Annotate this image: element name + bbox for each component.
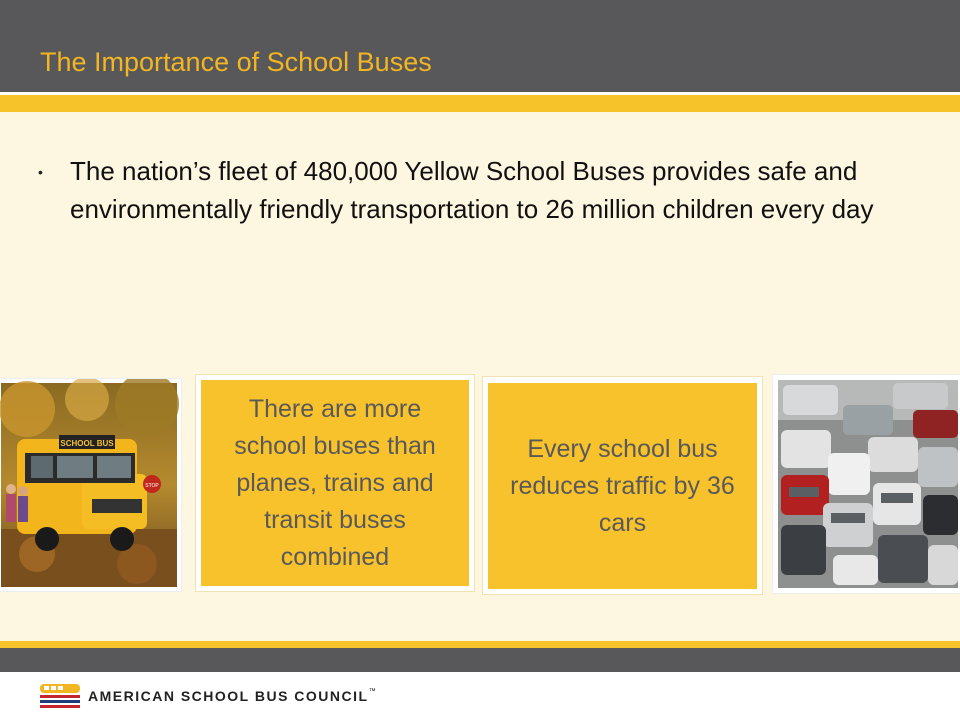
slide-title: The Importance of School Buses <box>40 47 432 77</box>
org-name-text: AMERICAN SCHOOL BUS COUNCIL <box>88 688 369 704</box>
org-name <box>88 688 376 704</box>
footer-logo <box>38 682 376 710</box>
fact-card-buses <box>201 380 469 586</box>
bottom-stripe <box>0 641 960 648</box>
bullet-text: The nation’s fleet of 480,000 Yellow School Buses provides safe and environmentally friendly transportation to 26 million children every day <box>70 156 874 224</box>
stop-sign-text: STOP <box>145 483 159 489</box>
trademark-symbol: ™ <box>368 688 376 695</box>
bullet-marker: • <box>38 164 43 180</box>
fact-card-traffic <box>488 383 757 589</box>
traffic-image <box>773 375 960 593</box>
footer-band <box>0 648 960 672</box>
bullet-item <box>38 152 888 228</box>
traffic-photo <box>772 374 960 594</box>
fact-card-traffic-text: Every school bus reduces traffic by 36 cars <box>510 434 735 537</box>
school-bus-photo <box>0 378 182 592</box>
fact-card-buses-text: There are more school buses than planes, trains and transit buses combined <box>234 394 436 571</box>
school-bus-image <box>0 379 181 591</box>
bus-logo-icon <box>38 682 82 710</box>
top-stripe <box>0 95 960 112</box>
title-bar <box>0 0 960 92</box>
bus-sign-text: SCHOOL BUS <box>60 439 114 448</box>
